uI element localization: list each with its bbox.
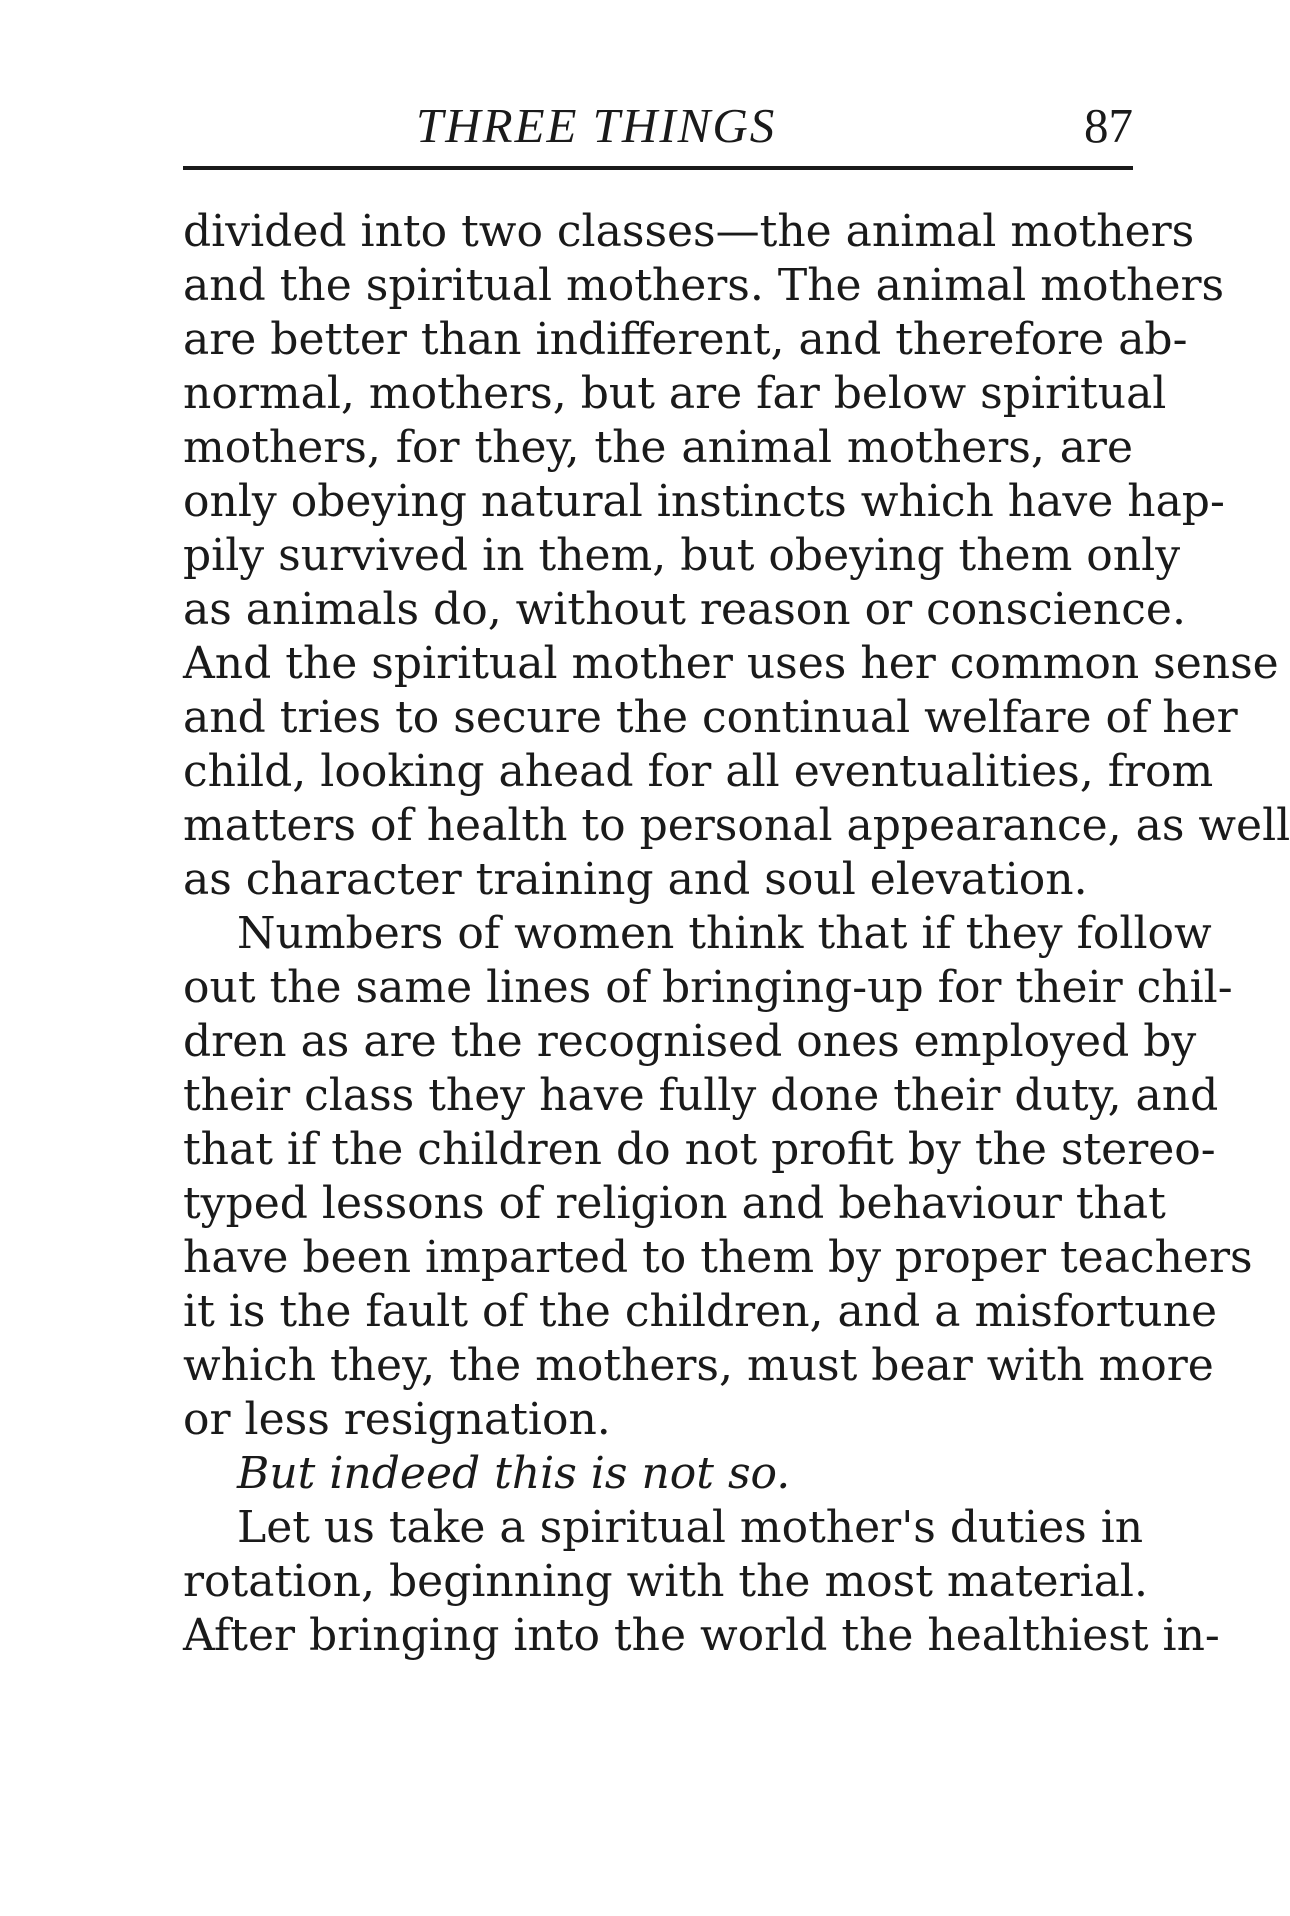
text-line: out the same lines of bringing-up for their chil- — [183, 962, 1233, 1013]
text-line: only obeying natural instincts which have hap- — [183, 476, 1225, 527]
text-line: mothers, for they, the animal mothers, are — [183, 422, 1133, 473]
text-line: it is the fault of the children, and a misfortune — [183, 1286, 1218, 1337]
text-line: as character training and soul elevation. — [183, 854, 1088, 905]
text-line: matters of health to personal appearance, as well — [183, 800, 1290, 851]
text-line: And the spiritual mother uses her common sense — [183, 638, 1279, 689]
body-text — [183, 205, 1290, 1663]
text-line: have been imparted to them by proper teachers — [183, 1232, 1253, 1283]
text-line: Let us take a spiritual mother's duties in — [237, 1502, 1144, 1553]
text-line: typed lessons of religion and behaviour that — [183, 1178, 1166, 1229]
text-line: and the spiritual mothers. The animal mothers — [183, 260, 1225, 311]
text-line: rotation, beginning with the most material. — [183, 1556, 1148, 1607]
running-head — [183, 96, 1133, 156]
text-line: their class they have fully done their duty, and — [183, 1070, 1219, 1121]
text-line: or less resignation. — [183, 1394, 611, 1445]
text-line: child, looking ahead for all eventualities, from — [183, 746, 1214, 797]
text-line: Numbers of women think that if they follow — [237, 908, 1212, 959]
text-line: After bringing into the world the healthiest in- — [183, 1610, 1220, 1661]
text-line: But indeed this is not so. — [237, 1448, 791, 1499]
text-line: are better than indifferent, and therefore ab- — [183, 314, 1188, 365]
text-line: as animals do, without reason or conscience. — [183, 584, 1186, 635]
page-number: 87 — [1084, 98, 1133, 153]
text-line: divided into two classes—the animal mothers — [183, 206, 1195, 257]
chapter-title: THREE THINGS — [416, 98, 777, 153]
text-line: that if the children do not profit by the stereo- — [183, 1124, 1216, 1175]
text-line: which they, the mothers, must bear with more — [183, 1340, 1214, 1391]
header-rule — [183, 166, 1133, 170]
text-line: pily survived in them, but obeying them only — [183, 530, 1181, 581]
text-line: normal, mothers, but are far below spiritual — [183, 368, 1167, 419]
text-line: dren as are the recognised ones employed by — [183, 1016, 1197, 1067]
text-line: and tries to secure the continual welfare of her — [183, 692, 1238, 743]
